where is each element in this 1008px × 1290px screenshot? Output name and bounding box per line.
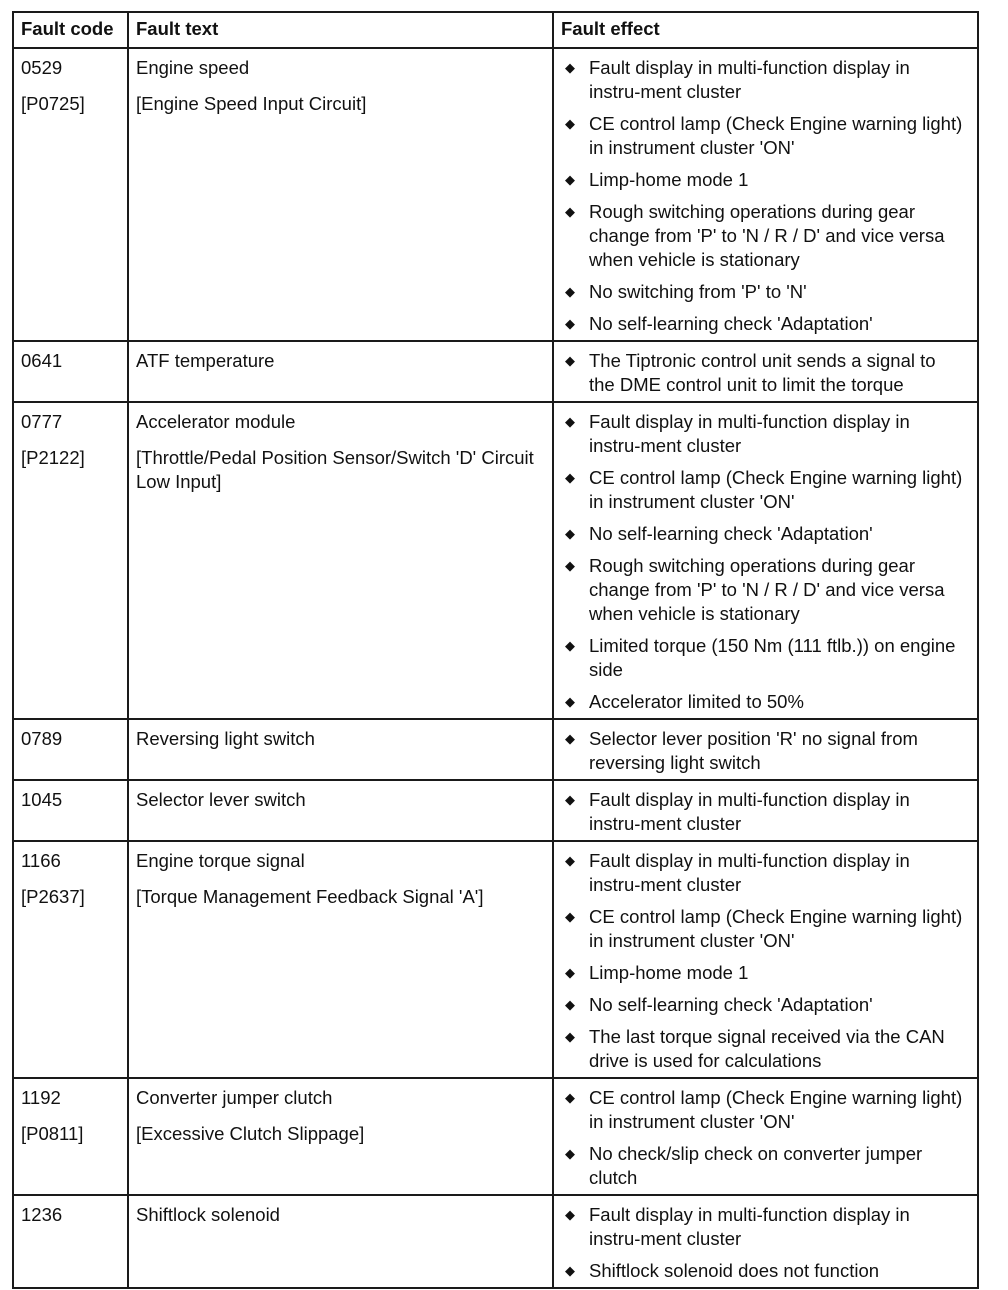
fault-text: Engine speed <box>136 57 250 78</box>
effect-text: CE control lamp (Check Engine warning light) in instrument cluster 'ON' <box>589 467 963 512</box>
fault-text-cell <box>128 1078 553 1195</box>
fault-code: 0529 <box>21 57 63 78</box>
effect-text: CE control lamp (Check Engine warning light) in instrument cluster 'ON' <box>589 113 963 158</box>
diamond-bullet-icon: ◆ <box>565 414 575 429</box>
fault-effect-cell <box>553 719 978 780</box>
fault-text-cell <box>128 780 553 841</box>
effect-list <box>561 849 970 1073</box>
effect-item <box>561 961 970 985</box>
effect-item <box>561 466 970 514</box>
fault-code-cell <box>13 1195 128 1288</box>
effect-item <box>561 200 970 272</box>
effect-text: CE control lamp (Check Engine warning light) in instrument cluster 'ON' <box>589 1087 963 1132</box>
fault-table-body <box>13 48 978 1288</box>
fault-text: Accelerator module <box>136 411 296 432</box>
fault-row <box>13 341 978 402</box>
effect-text: Accelerator limited to 50% <box>589 691 804 712</box>
effect-text: Fault display in multi-function display in instru-ment cluster <box>589 57 910 102</box>
fault-code-cell <box>13 48 128 341</box>
effect-text: Limp-home mode 1 <box>589 169 749 190</box>
effect-text: No check/slip check on converter jumper clutch <box>589 1143 923 1188</box>
fault-table <box>12 11 979 1289</box>
fault-code: 1236 <box>21 1204 63 1225</box>
fault-code: 1045 <box>21 789 63 810</box>
diamond-bullet-icon: ◆ <box>565 353 575 368</box>
diamond-bullet-icon: ◆ <box>565 997 575 1012</box>
header-fault-code: Fault code <box>13 12 128 48</box>
effect-text: No self-learning check 'Adaptation' <box>589 313 873 334</box>
fault-text: Shiftlock solenoid <box>136 1204 280 1225</box>
obd-code: [P2122] <box>21 447 85 468</box>
fault-code-cell <box>13 780 128 841</box>
effect-text: The Tiptronic control unit sends a signal to the DME control unit to limit the torque <box>589 350 936 395</box>
effect-text: No switching from 'P' to 'N' <box>589 281 807 302</box>
fault-text-cell <box>128 719 553 780</box>
effect-item <box>561 168 970 192</box>
effect-text: CE control lamp (Check Engine warning light) in instrument cluster 'ON' <box>589 906 963 951</box>
effect-item <box>561 312 970 336</box>
fault-effect-cell <box>553 1195 978 1288</box>
fault-code: 0777 <box>21 411 63 432</box>
effect-item <box>561 1259 970 1283</box>
effect-item <box>561 1203 970 1251</box>
diamond-bullet-icon: ◆ <box>565 909 575 924</box>
effect-item <box>561 410 970 458</box>
diamond-bullet-icon: ◆ <box>565 284 575 299</box>
effect-item <box>561 56 970 104</box>
effect-text: Fault display in multi-function display in instru-ment cluster <box>589 411 910 456</box>
fault-text-cell <box>128 48 553 341</box>
fault-effect-cell <box>553 341 978 402</box>
diamond-bullet-icon: ◆ <box>565 316 575 331</box>
diamond-bullet-icon: ◆ <box>565 1029 575 1044</box>
fault-row <box>13 719 978 780</box>
fault-code-cell <box>13 1078 128 1195</box>
fault-row <box>13 780 978 841</box>
effect-item <box>561 634 970 682</box>
fault-code: 1192 <box>21 1087 61 1108</box>
diamond-bullet-icon: ◆ <box>565 470 575 485</box>
fault-code-cell <box>13 719 128 780</box>
effect-text: Fault display in multi-function display in instru-ment cluster <box>589 1204 910 1249</box>
diamond-bullet-icon: ◆ <box>565 558 575 573</box>
fault-description: [Engine Speed Input Circuit] <box>136 93 367 114</box>
fault-effect-cell <box>553 1078 978 1195</box>
effect-list <box>561 56 970 336</box>
fault-text: Reversing light switch <box>136 728 315 749</box>
effect-list <box>561 1086 970 1190</box>
fault-effect-cell <box>553 402 978 719</box>
diamond-bullet-icon: ◆ <box>565 1090 575 1105</box>
fault-code: 1166 <box>21 850 61 871</box>
fault-row <box>13 48 978 341</box>
obd-code: [P2637] <box>21 886 85 907</box>
diamond-bullet-icon: ◆ <box>565 731 575 746</box>
effect-item <box>561 522 970 546</box>
fault-description: [Torque Management Feedback Signal 'A'] <box>136 886 484 907</box>
fault-effect-cell <box>553 48 978 341</box>
effect-text: Limited torque (150 Nm (111 ftlb.)) on engine side <box>589 635 956 680</box>
effect-text: No self-learning check 'Adaptation' <box>589 994 873 1015</box>
fault-text-cell <box>128 841 553 1078</box>
diamond-bullet-icon: ◆ <box>565 638 575 653</box>
fault-row <box>13 402 978 719</box>
effect-item <box>561 1142 970 1190</box>
effect-text: Fault display in multi-function display in instru-ment cluster <box>589 850 910 895</box>
fault-code-cell <box>13 341 128 402</box>
effect-text: No self-learning check 'Adaptation' <box>589 523 873 544</box>
fault-code: 0789 <box>21 728 63 749</box>
obd-code: [P0725] <box>21 93 85 114</box>
fault-effect-cell <box>553 841 978 1078</box>
effect-text: Shiftlock solenoid does not function <box>589 1260 880 1281</box>
fault-row <box>13 1195 978 1288</box>
fault-description: [Excessive Clutch Slippage] <box>136 1123 365 1144</box>
effect-list <box>561 1203 970 1283</box>
effect-text: Rough switching operations during gear change from 'P' to 'N / R / D' and vice versa when vehicle is stationary <box>589 201 945 270</box>
effect-list <box>561 727 970 775</box>
fault-code: 0641 <box>21 350 63 371</box>
effect-item <box>561 993 970 1017</box>
diamond-bullet-icon: ◆ <box>565 853 575 868</box>
effect-text: Selector lever position 'R' no signal from reversing light switch <box>589 728 918 773</box>
diamond-bullet-icon: ◆ <box>565 526 575 541</box>
effect-list <box>561 788 970 836</box>
diamond-bullet-icon: ◆ <box>565 965 575 980</box>
effect-list <box>561 349 970 397</box>
fault-row <box>13 1078 978 1195</box>
effect-item <box>561 905 970 953</box>
effect-item <box>561 112 970 160</box>
diamond-bullet-icon: ◆ <box>565 116 575 131</box>
effect-text: Rough switching operations during gear change from 'P' to 'N / R / D' and vice versa when vehicle is stationary <box>589 555 945 624</box>
effect-item <box>561 690 970 714</box>
fault-description: [Throttle/Pedal Position Sensor/Switch 'D' Circuit Low Input] <box>136 447 534 492</box>
fault-text-cell <box>128 341 553 402</box>
effect-list <box>561 410 970 714</box>
effect-item <box>561 1025 970 1073</box>
obd-code: [P0811] <box>21 1123 84 1144</box>
fault-text: Selector lever switch <box>136 789 306 810</box>
diamond-bullet-icon: ◆ <box>565 60 575 75</box>
effect-item <box>561 554 970 626</box>
diamond-bullet-icon: ◆ <box>565 792 575 807</box>
effect-item <box>561 727 970 775</box>
header-row <box>13 12 978 48</box>
effect-text: The last torque signal received via the CAN drive is used for calculations <box>589 1026 945 1071</box>
effect-text: Fault display in multi-function display in instru-ment cluster <box>589 789 910 834</box>
diamond-bullet-icon: ◆ <box>565 1207 575 1222</box>
effect-item <box>561 1086 970 1134</box>
header-fault-text: Fault text <box>128 12 553 48</box>
effect-item <box>561 788 970 836</box>
diamond-bullet-icon: ◆ <box>565 1263 575 1278</box>
effect-item <box>561 280 970 304</box>
diamond-bullet-icon: ◆ <box>565 204 575 219</box>
fault-code-cell <box>13 402 128 719</box>
fault-text: Converter jumper clutch <box>136 1087 333 1108</box>
fault-effect-cell <box>553 780 978 841</box>
header-fault-effect: Fault effect <box>553 12 978 48</box>
fault-text-cell <box>128 402 553 719</box>
fault-text-cell <box>128 1195 553 1288</box>
fault-text: ATF temperature <box>136 350 275 371</box>
effect-text: Limp-home mode 1 <box>589 962 749 983</box>
effect-item <box>561 849 970 897</box>
fault-code-cell <box>13 841 128 1078</box>
diamond-bullet-icon: ◆ <box>565 694 575 709</box>
fault-text: Engine torque signal <box>136 850 305 871</box>
diamond-bullet-icon: ◆ <box>565 172 575 187</box>
diamond-bullet-icon: ◆ <box>565 1146 575 1161</box>
effect-item <box>561 349 970 397</box>
fault-row <box>13 841 978 1078</box>
